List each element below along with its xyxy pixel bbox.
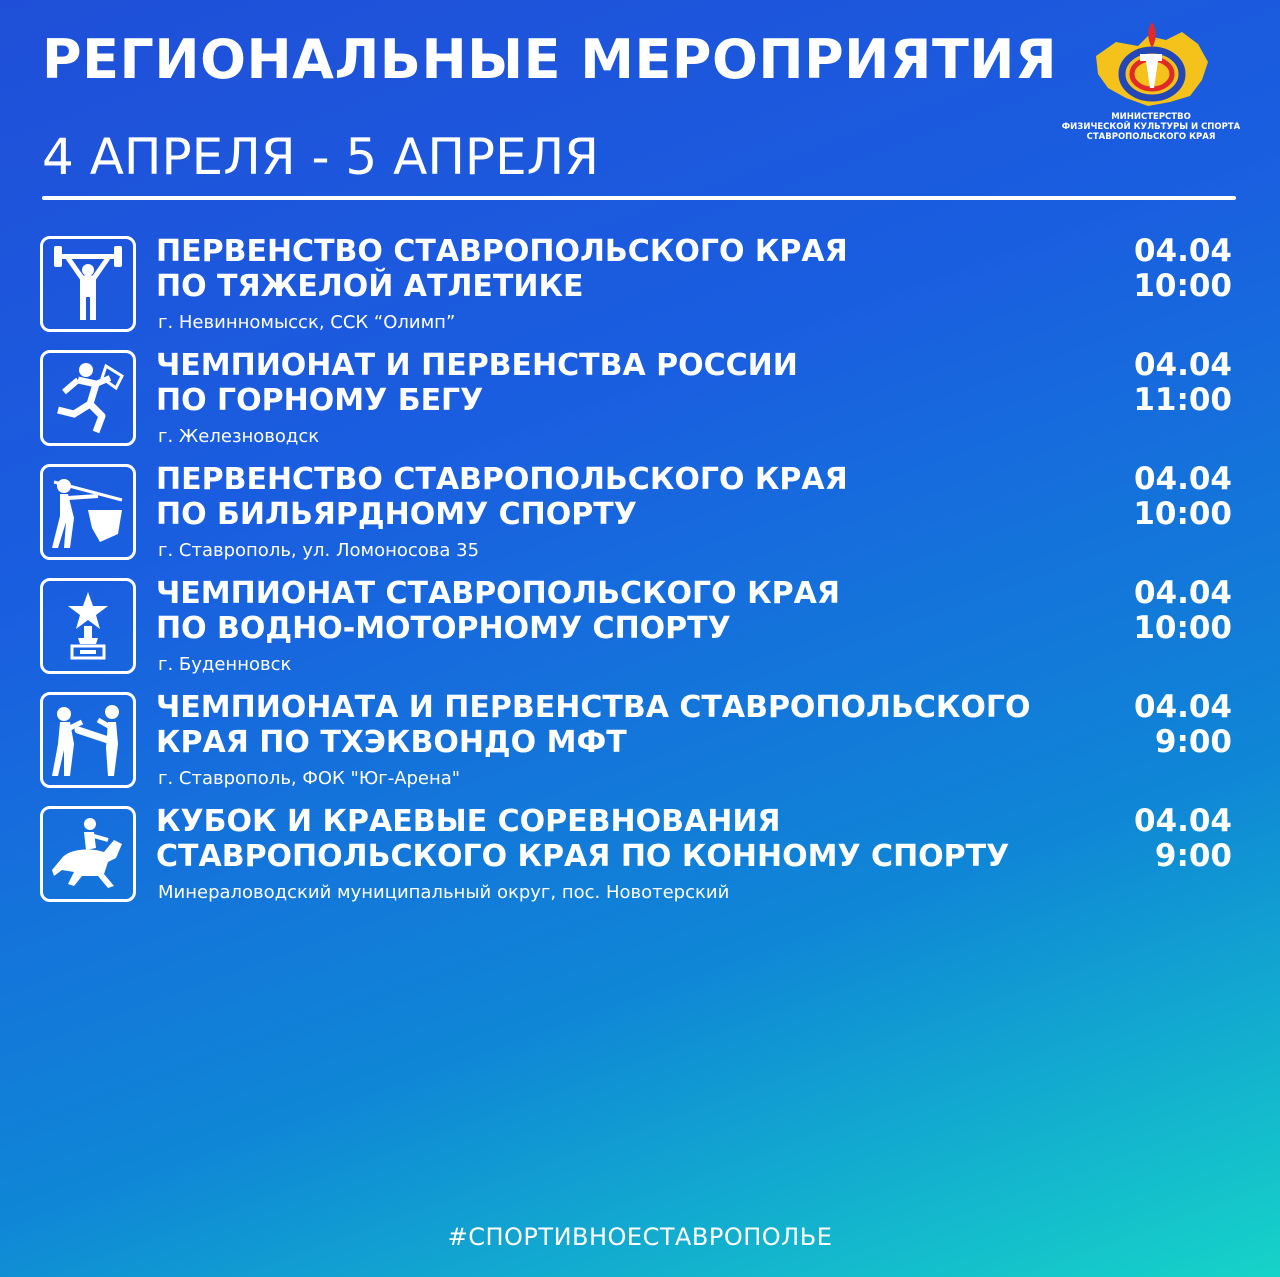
event-place: Минераловодский муниципальный округ, пос. Новотерский [158, 882, 730, 903]
date-range: 4 АПРЕЛЯ - 5 АПРЕЛЯ [42, 128, 600, 186]
event-datetime [1133, 462, 1232, 532]
event-place: г. Ставрополь, ФОК "Юг-Арена" [158, 768, 461, 789]
event-place: г. Ставрополь, ул. Ломоносова 35 [158, 540, 480, 561]
event-datetime [1134, 804, 1232, 874]
event-title: ЧЕМПИОНАТА И ПЕРВЕНСТВА СТАВРОПОЛЬСКОГО КРАЯ ПО ТХЭКВОНДО МФТ [156, 690, 1031, 760]
event-title: ПЕРВЕНСТВО СТАВРОПОЛЬСКОГО КРАЯ ПО ТЯЖЕЛОЙ АТЛЕТИКЕ [156, 234, 848, 304]
event-title: ЧЕМПИОНАТ СТАВРОПОЛЬСКОГО КРАЯ ПО ВОДНО-МОТОРНОМУ СПОРТУ [156, 576, 840, 646]
equestrian-icon [40, 806, 136, 902]
page-title: РЕГИОНАЛЬНЫЕ МЕРОПРИЯТИЯ [42, 28, 1058, 91]
event-row [40, 804, 1236, 918]
ministry-emblem-icon [1086, 18, 1216, 110]
event-time: 9:00 [1154, 724, 1232, 760]
event-row [40, 348, 1236, 462]
event-row [40, 462, 1236, 576]
event-datetime [1134, 690, 1232, 760]
event-title: КУБОК И КРАЕВЫЕ СОРЕВНОВАНИЯ СТАВРОПОЛЬСКОГО КРАЯ ПО КОННОМУ СПОРТУ [156, 804, 1010, 874]
trophy-icon [40, 578, 136, 674]
event-row [40, 576, 1236, 690]
event-time: 11:00 [1133, 382, 1232, 418]
event-time: 9:00 [1154, 838, 1232, 874]
running-icon [40, 350, 136, 446]
event-title: ЧЕМПИОНАТ И ПЕРВЕНСТВА РОССИИ ПО ГОРНОМУ БЕГУ [156, 348, 798, 418]
event-list [40, 234, 1236, 918]
event-datetime [1133, 234, 1232, 304]
event-place: г. Невинномысск, ССК “Олимп” [158, 312, 456, 333]
event-date: 04.04 [1133, 575, 1232, 611]
event-date: 04.04 [1133, 347, 1232, 383]
event-date: 04.04 [1133, 461, 1232, 497]
header-divider [42, 196, 1236, 200]
event-time: 10:00 [1133, 610, 1232, 646]
event-place: г. Железноводск [158, 426, 320, 447]
event-row [40, 690, 1236, 804]
event-date: 04.04 [1133, 689, 1232, 725]
ministry-logo [1056, 18, 1246, 168]
event-row [40, 234, 1236, 348]
event-date: 04.04 [1133, 803, 1232, 839]
billiards-icon [40, 464, 136, 560]
logo-caption: МИНИСТЕРСТВО ФИЗИЧЕСКОЙ КУЛЬТУРЫ И СПОРТА СТАВРОПОЛЬСКОГО КРАЯ [1061, 112, 1241, 142]
event-time: 10:00 [1133, 496, 1232, 532]
event-datetime [1133, 576, 1232, 646]
event-time: 10:00 [1133, 268, 1232, 304]
taekwondo-icon [40, 692, 136, 788]
event-title: ПЕРВЕНСТВО СТАВРОПОЛЬСКОГО КРАЯ ПО БИЛЬЯРДНОМУ СПОРТУ [156, 462, 848, 532]
hashtag: #СПОРТИВНОЕСТАВРОПОЛЬЕ [447, 1223, 833, 1251]
event-date: 04.04 [1133, 233, 1232, 269]
event-datetime [1133, 348, 1232, 418]
event-place: г. Буденновск [158, 654, 292, 675]
weightlifting-icon [40, 236, 136, 332]
